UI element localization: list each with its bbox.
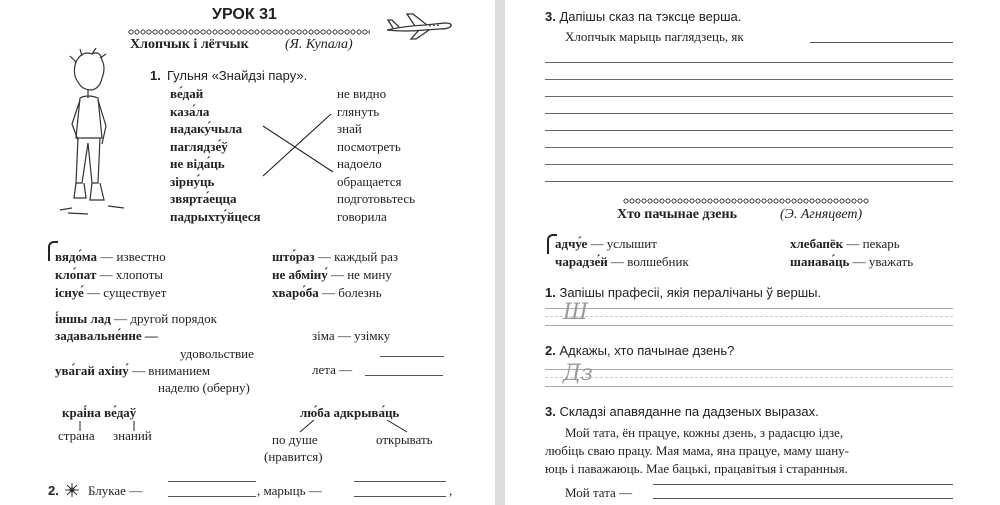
q3-paragraph-line-1: Мой тата, ён працуе, кожны дзень, з радасцю ідзе, bbox=[565, 425, 844, 440]
gloss-inshy-lad: і́ншы лад — другой порядок bbox=[55, 311, 217, 326]
story-title: Хлопчык і лётчык bbox=[130, 37, 249, 52]
q3-paragraph-line-3: юць і паважаюць. Мае бацькі, працавітыя і старанныя. bbox=[545, 461, 848, 476]
match-left-word[interactable]: ве́дай bbox=[170, 86, 204, 101]
match-left-word[interactable]: падрыхту́йцеся bbox=[170, 208, 261, 224]
ex3-writing-line[interactable] bbox=[545, 62, 953, 63]
q2-writing-band[interactable] bbox=[545, 369, 953, 387]
leta-exercise: лета — bbox=[312, 362, 353, 377]
q2-handwriting: Дз bbox=[563, 361, 593, 386]
story-author: (Я. Купала) bbox=[285, 37, 353, 52]
ex2-label: 2. bbox=[48, 483, 59, 498]
story2-title: Хто пачынае дзень bbox=[617, 207, 737, 222]
gloss-item: вядо́ма — известно bbox=[55, 249, 166, 264]
match-left-word[interactable]: каза́ла bbox=[170, 103, 210, 119]
match-left-word[interactable]: звярта́ецца bbox=[170, 191, 237, 206]
airplane-icon bbox=[385, 10, 455, 40]
match-right-word[interactable]: знай bbox=[337, 121, 362, 136]
match-left-word[interactable]: не віда́ць bbox=[170, 156, 225, 171]
match-left-word[interactable]: надаку́чыла bbox=[170, 121, 243, 136]
gloss-item: хваро́ба — болезнь bbox=[272, 285, 382, 300]
gloss-adchue: адчу́е — услышит bbox=[555, 236, 657, 251]
q3-answer-line-a[interactable] bbox=[653, 484, 953, 485]
title-dotted-divider bbox=[128, 28, 370, 36]
ex2-comma: , bbox=[449, 483, 453, 498]
po-dushe: по душе bbox=[272, 432, 318, 447]
ex3-writing-line[interactable] bbox=[545, 79, 953, 80]
lesson-title: УРОК 31 bbox=[212, 6, 277, 23]
gloss-khlebapek: хлебапёк — пекарь bbox=[790, 236, 900, 251]
q1-handwriting: Ш bbox=[563, 300, 589, 325]
match-right-word[interactable]: подготовьтесь bbox=[337, 191, 416, 206]
leta-answer-line[interactable] bbox=[365, 375, 443, 376]
q3-instruction: 3. Складзі апавяданне па дадзеных выразах. bbox=[545, 404, 819, 419]
ex3-answer-line[interactable] bbox=[810, 42, 953, 43]
ex2-maryc: , марыць — bbox=[257, 483, 322, 498]
zima-exercise: зіма — узімку bbox=[312, 328, 391, 343]
match-right-word[interactable]: не видно bbox=[337, 86, 387, 101]
ex3-sentence: Хлопчык марыць паглядзець, як bbox=[565, 29, 744, 44]
story2-dotted-divider bbox=[623, 197, 869, 205]
ex3-writing-line[interactable] bbox=[545, 113, 953, 114]
match-right-word[interactable]: обращается bbox=[337, 173, 402, 189]
lyuba-adkryvac: лю́ба адкрыва́ць bbox=[300, 405, 400, 420]
match-right-word[interactable]: глянуть bbox=[337, 103, 380, 119]
udovolstvie: удовольствие bbox=[180, 346, 254, 361]
match-right-word[interactable]: говорила bbox=[337, 208, 387, 224]
gloss-item: існуе́ — существует bbox=[55, 285, 167, 300]
gloss-item: кло́пат — хлопоты bbox=[55, 267, 164, 282]
ex2-line-2a[interactable] bbox=[354, 481, 446, 482]
gloss-shanavac: шанава́ць — уважать bbox=[790, 254, 914, 269]
matching-lines bbox=[255, 110, 335, 190]
story2-author: (Э. Агняцвет) bbox=[780, 207, 863, 222]
ex3-writing-line[interactable] bbox=[545, 181, 953, 182]
kraina-vedau: краі́на ве́даў bbox=[62, 405, 137, 420]
ex3-writing-line[interactable] bbox=[545, 96, 953, 97]
otkryvat: открывать bbox=[376, 432, 433, 447]
ex2-line-1b[interactable] bbox=[168, 496, 256, 497]
ex3-writing-line[interactable] bbox=[545, 147, 953, 148]
left-page bbox=[0, 0, 495, 505]
match-right-word[interactable]: посмотреть bbox=[337, 138, 401, 154]
ex3-instruction: 3. Дапішы сказ па тэксце верша. bbox=[545, 9, 742, 24]
q3-final-prompt: Мой тата — bbox=[565, 485, 633, 500]
gloss-item: што́раз — каждый раз bbox=[272, 249, 398, 264]
snowflake-icon bbox=[64, 482, 80, 498]
ex1-instruction: Гульня «Знайдзі пару». bbox=[167, 68, 308, 83]
match-right-word[interactable]: надоело bbox=[337, 156, 382, 171]
match-left-word[interactable]: зірну́ць bbox=[170, 173, 215, 189]
leta-answer-line-top[interactable] bbox=[380, 356, 444, 357]
kraina-znaniy: знаний bbox=[113, 428, 152, 443]
ex3-writing-line[interactable] bbox=[545, 164, 953, 165]
ex2-line-1a[interactable] bbox=[168, 481, 256, 482]
q3-answer-line-b[interactable] bbox=[653, 498, 953, 499]
q2-instruction: 2. Адкажы, хто пачынае дзень? bbox=[545, 343, 735, 358]
right-page bbox=[505, 0, 1000, 505]
match-left-word[interactable]: паглядзе́ў bbox=[170, 138, 228, 154]
ex3-writing-line[interactable] bbox=[545, 130, 953, 131]
gloss-charadzei: чарадзе́й — волшебник bbox=[555, 254, 689, 269]
gloss-zadavalnenne: задавальне́нне — bbox=[55, 328, 158, 343]
gloss-uvagai: ува́гай ахіну́ — вниманием bbox=[55, 363, 211, 378]
ex2-line-2b[interactable] bbox=[354, 496, 446, 497]
q3-paragraph-line-2: любіць сваю працу. Мая мама, яна працуе, маму шану- bbox=[545, 443, 849, 458]
ex1-label: 1. bbox=[150, 68, 161, 83]
ex2-blukae: Блукае — bbox=[88, 483, 143, 498]
nravitsya: (нравится) bbox=[264, 449, 323, 464]
boy-illustration bbox=[58, 48, 130, 228]
kraina-strana: страна bbox=[58, 428, 95, 443]
q1-instruction: 1. Запішы прафесіі, якія пералічаны ў вершы. bbox=[545, 285, 822, 300]
gloss-item: не абміну́ — не мину bbox=[272, 267, 392, 282]
nadelyu: наделю (оберну) bbox=[158, 380, 250, 395]
q1-writing-band[interactable] bbox=[545, 308, 953, 326]
